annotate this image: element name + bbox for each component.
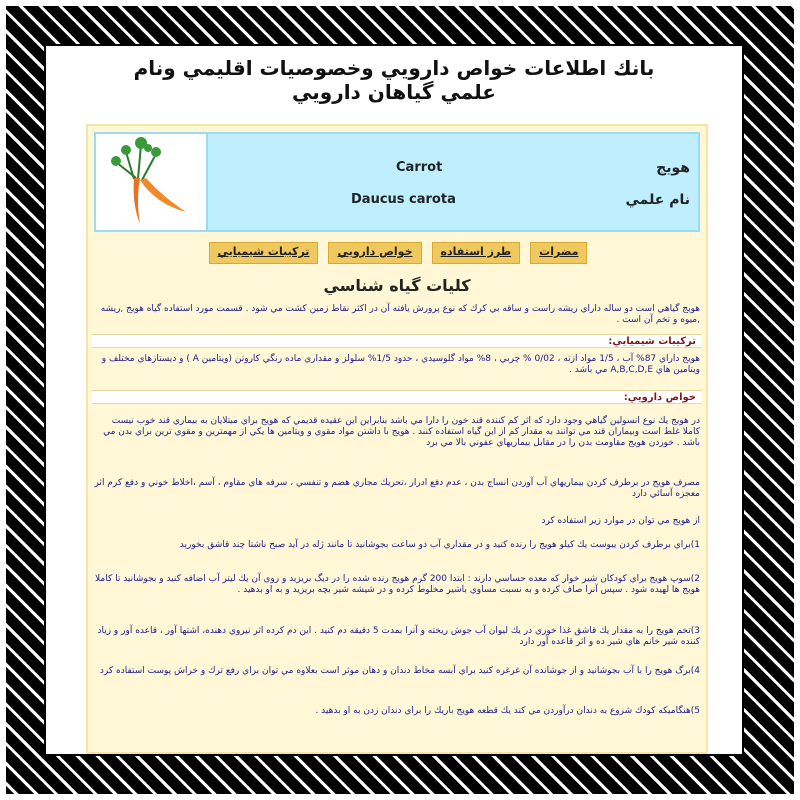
chemical-section-title: تركيبات شيميايي:: [92, 334, 702, 348]
scientific-name-value: Daucus carota: [351, 192, 456, 207]
info-tabs: [188, 242, 608, 264]
page-title: بانك اطلاعات خواص دارويي وخصوصيات اقليمي ونام علمي گياهان دارويي: [133, 56, 655, 104]
plant-name-label: هويج: [656, 160, 690, 176]
tab-chemical[interactable]: تركيبات شيميايي: [209, 242, 319, 264]
tab-usage[interactable]: طرز استفاده: [432, 242, 521, 264]
plant-card: [86, 124, 708, 754]
plant-name-value: Carrot: [396, 160, 443, 175]
medicinal-section-title: خواص دارويي:: [92, 390, 702, 404]
scientific-name-label: نام علمي: [625, 192, 690, 208]
tab-harms[interactable]: مضرات: [530, 242, 587, 264]
tab-medicinal[interactable]: خواص دارويي: [328, 242, 421, 264]
medicinal-text-5: 2)سوپ هويج براي كودكان شير خوار كه معده حساسي دارند : ابتدا 200 گرم هويج رنده شده را در ديگ بريزيد و روي آن يك ليتر آب اضافه كنيد و بجوشانيد تا كاملا هويج ها لهيده شود . سپس آنرا صاف كرده و به نسبت مساوي باشير مخلوط كرده و در شيشه شير بچه بريزيد و به او بدهيد .: [95, 574, 700, 595]
medicinal-text-2: مصرف هويج در برطرف كردن بيماريهاي آب آوردن انساج بدن ، عدم دفع ادرار ،تحريك مجاري هضم و تنفسي ، سرفه هاي مقاوم ، آسم ،اخلاط خوني و دفع كرم اثر معجزه آسائي دارد: [94, 478, 700, 499]
medicinal-text-4: 1)براي برطرف كردن يبوست يك كيلو هويج را رنده كنيد و در مقداري آب دو ساعت بجوشانيد تا مانند ژله در آيد صبح ناشتا چند قاشق بخوريد: [179, 540, 700, 550]
chemical-text: هويج داراي 87% آب ، 1/5 مواد ازته ، 0/02 % چربي ، 8% مواد گلوسيدي ، حدود 1/5% سلولز و مقداري ماده رنگي كاروتن (ويتامين A ) و ديستازهاي مختلف و ويتامين هاي A,B,C,D,E مي باشد .: [101, 354, 700, 375]
carrot-image: [96, 134, 208, 230]
overview-heading: كليات گياه شناسي: [323, 276, 471, 295]
medicinal-text-6: 3)تخم هويج را به مقدار يك قاشق غذا خوري در يك ليوان آب جوش ريخته و آنرا بمدت 5 دقيقه دم كنيد . اين دم كرده اثر نيروي دهنده، اشتها آور ، قاعده آور و زياد كننده شير خانم هاي شير ده و اثر قاعده آور دارد: [97, 626, 700, 647]
page-content: [44, 44, 744, 756]
medicinal-text-8: 5)هنگاميكه كودك شروع به دندان درآوردن مي كند يك قطعه هويج باريك را براي دندان زدن به او بدهيد .: [315, 706, 700, 716]
medicinal-text-3: از هويج مي توان در موارد زير استفاده كرد: [541, 516, 700, 526]
medicinal-text-1: در هويج يك نوع انسولين گياهي وجود دارد كه اثر كم كننده قند خون را دارا مي باشد بنابراين اين عقيده قديمي كه هويج براي مبتلايان به بيماري قند خوب نيست كاملا غلط است وبيماران قند مي توانند به مقدار كم از اين گياه استفاده كنند . هويج با داشتن مواد مقوي و ويتامين ها يكي از مهمترين و مقوي ترين براي بدن مي باشد . خوردن هويج مقاومت بدن را در مقابل بيماريهاي عفوني بالا مي برد: [103, 416, 700, 448]
medicinal-text-7: 4)برگ هويج را با آب بجوشانيد و از جوشانده آن غرغره كنيد براي آبسه مخاط دندان و دهان موثر است بعلاوه مي توان براي رفع ترك و خراش پوست استفاده كرد: [99, 666, 700, 676]
overview-text: هويج گياهي است دو ساله داراي ريشه راست و ساقه بي كرك كه نوع پرورش يافته آن در اكثر نقاط زمين كشت مي شود . قسمت مورد استفاده گياه هويج ,ريشه ,ميوه و تخم آن است .: [100, 304, 700, 325]
plant-header: [94, 132, 700, 232]
